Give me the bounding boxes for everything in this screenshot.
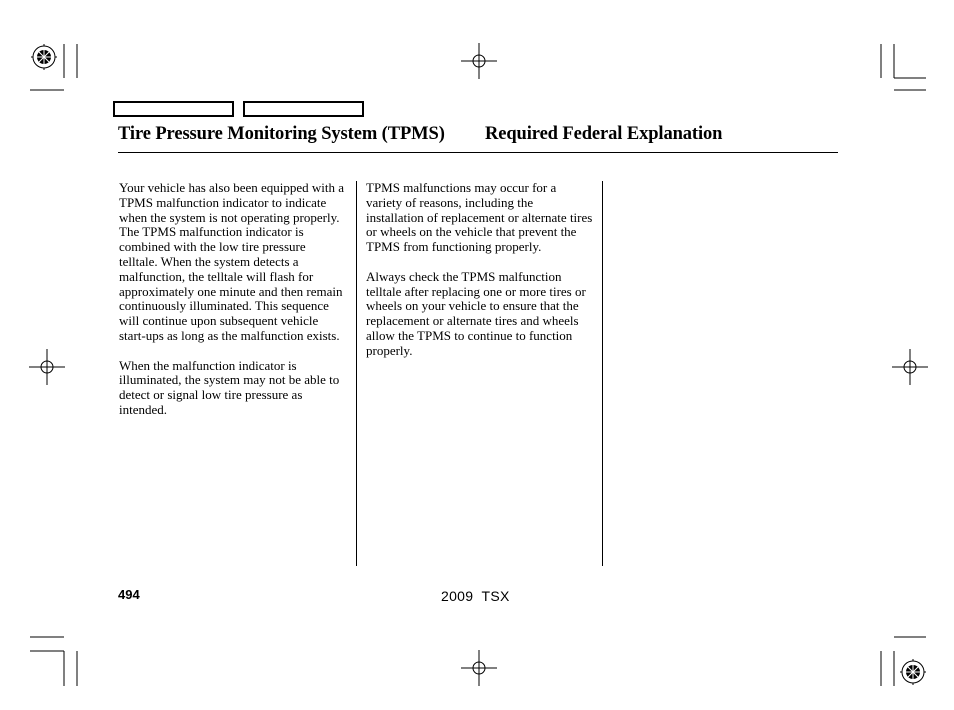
paragraph: Always check the TPMS malfunction telltale after replacing one or more tires or wheels on your vehicle to ensure that the replacement or alternate tires and wheels allow the TPMS to continue to function properly. — [366, 268, 586, 358]
header-rule — [118, 152, 838, 153]
registration-target-icon — [31, 44, 57, 70]
crop-mark-top-right — [881, 44, 926, 90]
model-label: 2009 TSX — [441, 588, 510, 604]
paragraph: When the malfunction indicator is illuminated, the system may not be able to detect or signal low tire pressure as intended. — [119, 357, 340, 417]
page-number: 494 — [118, 587, 140, 602]
text-column-2 — [366, 181, 594, 373]
section-title: Tire Pressure Monitoring System (TPMS) — [118, 124, 445, 144]
header-tab-box-left — [113, 101, 234, 117]
paragraph: TPMS malfunctions may occur for a variety of reasons, including the installation of replacement or alternate tires or wheels on the vehicle that prevent the TPMS from functioning properly. — [366, 180, 593, 255]
paragraph: Your vehicle has also been equipped with a TPMS malfunction indicator to indicate when the system is not operating properly. The TPMS malfunction indicator is combined with the low tire pressure telltale. When the system detects a malfunction, the telltale will flash for approximately one minute and then remain continuously illuminated. This sequence will continue upon subsequent vehicle start-ups as long as the malfunction exists. — [119, 180, 345, 343]
text-column-1 — [119, 181, 345, 433]
section-subtitle: Required Federal Explanation — [485, 124, 723, 144]
header-tab-box-right — [243, 101, 364, 117]
column-divider — [602, 181, 603, 566]
crosshair-top-icon — [461, 43, 497, 79]
crosshair-bottom-icon — [461, 650, 497, 686]
registration-target-icon — [900, 659, 926, 685]
crop-mark-bottom-left — [30, 637, 77, 686]
crop-mark-bottom-right — [881, 637, 926, 686]
crosshair-left-icon — [29, 349, 65, 385]
crosshair-right-icon — [892, 349, 928, 385]
column-divider — [356, 181, 357, 566]
